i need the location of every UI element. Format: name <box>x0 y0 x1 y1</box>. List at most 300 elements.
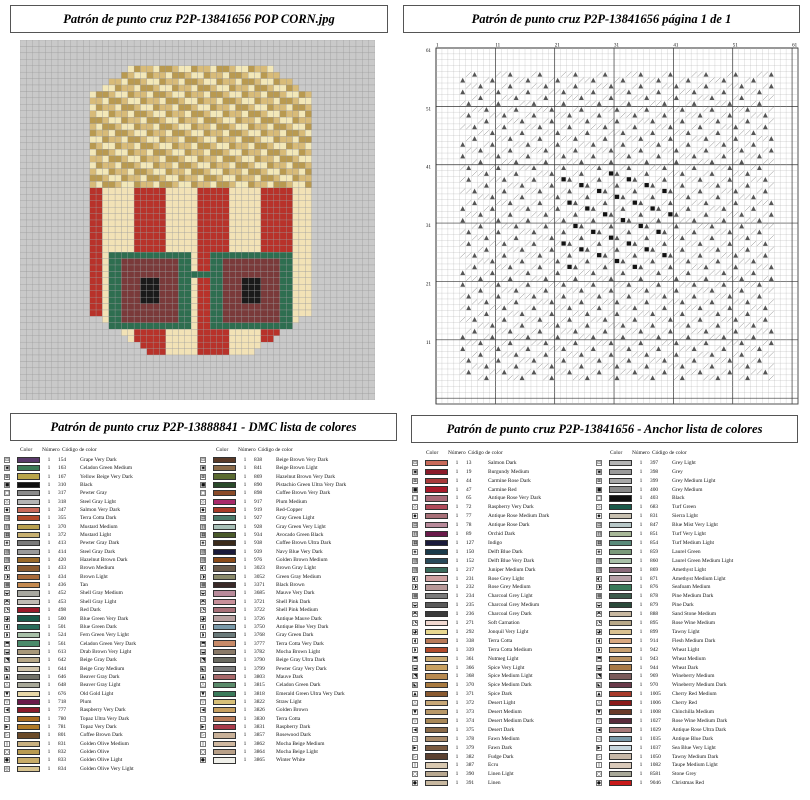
color-code: 646 <box>58 673 67 680</box>
color-swatch <box>17 473 40 479</box>
left-axis-label: 31 <box>426 224 431 230</box>
symbol-icon: ◗ <box>201 633 205 639</box>
color-name: Fawn Dark <box>488 744 513 751</box>
symbol-icon: ⬒ <box>201 641 206 647</box>
symbol-icon: □ <box>5 491 10 497</box>
skein-count: 1 <box>243 757 247 764</box>
skein-count: 1 <box>47 665 51 672</box>
color-code: 398 <box>650 468 659 475</box>
color-legend-row <box>412 504 534 512</box>
color-legend-row <box>412 628 528 636</box>
symbol-icon: ◑ <box>201 574 205 580</box>
skein-count: 1 <box>243 582 247 589</box>
skein-count: 1 <box>639 646 643 653</box>
color-code: 3822 <box>254 699 265 706</box>
color-swatch <box>213 699 236 705</box>
color-code: 371 <box>466 691 475 698</box>
skein-count: 1 <box>455 531 459 538</box>
color-swatch <box>213 649 236 655</box>
color-code: 387 <box>466 762 475 769</box>
color-code: 8581 <box>650 771 661 778</box>
color-legend-row <box>4 707 126 715</box>
color-name: Celadon Green Medium <box>80 465 133 472</box>
skein-count: 1 <box>639 548 643 555</box>
color-legend-row <box>200 732 311 740</box>
skein-count: 1 <box>47 673 51 680</box>
color-code: 3790 <box>254 657 265 664</box>
skein-count: 1 <box>455 495 459 502</box>
color-swatch <box>609 664 632 670</box>
color-name: Raspberry Dark <box>276 724 311 731</box>
color-swatch <box>17 465 40 471</box>
skein-count: 1 <box>243 657 247 664</box>
skein-count: 1 <box>47 582 51 589</box>
skein-count: 1 <box>243 648 247 655</box>
color-legend-row <box>200 523 326 531</box>
color-swatch <box>213 540 236 546</box>
color-swatch <box>425 673 448 679</box>
color-legend-row <box>4 732 123 740</box>
symbol-icon: ▥ <box>413 532 418 538</box>
color-name: Desert Dark <box>488 726 515 733</box>
color-swatch <box>609 780 632 786</box>
symbol-icon: ◗ <box>413 647 417 653</box>
color-legend-row <box>412 610 532 618</box>
color-code: 919 <box>254 506 263 513</box>
symbol-icon: ◐ <box>5 566 9 572</box>
skein-count: 1 <box>639 700 643 707</box>
color-code: 869 <box>254 473 263 480</box>
color-code: 370 <box>466 682 475 689</box>
color-code: 943 <box>650 655 659 662</box>
skein-count: 1 <box>47 623 51 630</box>
symbol-icon: ▽ <box>201 700 205 706</box>
color-swatch <box>17 524 40 530</box>
skein-count: 1 <box>243 623 247 630</box>
color-name: Blue Mist Very Light <box>672 522 718 529</box>
codigo-header: Código de color <box>652 450 687 456</box>
symbol-icon: ◖ <box>413 638 417 644</box>
color-legend-row <box>200 615 322 623</box>
symbol-icon: ◈ <box>201 541 205 547</box>
color-legend-row <box>4 565 114 573</box>
color-legend-row <box>200 540 331 548</box>
color-name: Gray Green Light <box>276 515 315 522</box>
skein-count: 1 <box>47 565 51 572</box>
skein-count: 1 <box>243 590 247 597</box>
popcorn-pixel-art-image <box>20 40 375 400</box>
skein-count: 1 <box>455 513 459 520</box>
color-swatch <box>213 732 236 738</box>
color-legend-row <box>596 726 726 734</box>
skein-count: 1 <box>243 481 247 488</box>
skein-count: 1 <box>639 513 643 520</box>
color-swatch <box>609 691 632 697</box>
symbol-icon: ▲ <box>201 674 205 680</box>
color-code: 3803 <box>254 673 265 680</box>
color-code: 642 <box>58 657 67 664</box>
color-code: 895 <box>650 620 659 627</box>
color-legend-row <box>412 521 530 529</box>
symbol-icon: ▩ <box>597 594 602 600</box>
symbol-icon: ▣ <box>5 466 10 472</box>
skein-count: 1 <box>455 593 459 600</box>
symbol-icon: ⬕ <box>201 666 206 672</box>
color-name: Nutmeg Light <box>488 655 519 662</box>
color-legend-row <box>412 673 533 681</box>
pattern-panel-title: Patrón de punto cruz P2P-13841656 página 1 de 1 <box>403 5 800 33</box>
color-code: 372 <box>58 532 67 539</box>
color-name: Hazelnut Brown Very Dark <box>276 473 336 480</box>
color-code: 876 <box>650 584 659 591</box>
symbol-icon: ⬒ <box>5 641 10 647</box>
color-name: Indigo <box>488 539 503 546</box>
color-swatch <box>425 611 448 617</box>
color-swatch <box>609 602 632 608</box>
skein-count: 1 <box>47 598 51 605</box>
skein-count: 1 <box>639 459 643 466</box>
color-code: 500 <box>58 615 67 622</box>
color-name: Avocado Green Black <box>276 532 324 539</box>
symbol-icon: ◈ <box>5 541 9 547</box>
skein-count: 1 <box>47 557 51 564</box>
color-name: Terra Cotta <box>276 715 301 722</box>
color-legend-row <box>596 646 699 654</box>
color-name: Black <box>672 495 685 502</box>
color-legend-row <box>596 762 718 770</box>
color-code: 847 <box>650 522 659 529</box>
color-code: 3862 <box>254 740 265 747</box>
color-swatch <box>17 666 40 672</box>
color-swatch <box>17 565 40 571</box>
skein-count: 1 <box>243 640 247 647</box>
color-swatch <box>17 749 40 755</box>
color-legend-row <box>4 631 129 639</box>
color-legend-row <box>4 514 116 522</box>
skein-count: 1 <box>47 548 51 555</box>
color-name: Celadon Green Very Dark <box>80 640 137 647</box>
symbol-icon: ▥ <box>201 524 206 530</box>
color-legend-row <box>4 640 136 648</box>
color-name: Shell Pink Medium <box>276 607 318 614</box>
color-legend-row <box>412 566 536 574</box>
symbol-icon: ◆ <box>201 507 205 513</box>
color-legend-row <box>412 779 501 787</box>
color-name: Juniper Medium Dark <box>488 566 536 573</box>
skein-count: 1 <box>243 506 247 513</box>
color-legend-row <box>596 584 710 592</box>
symbol-icon: ◖ <box>201 624 205 630</box>
color-name: Gray Green Dark <box>276 632 314 639</box>
color-code: 3721 <box>254 598 265 605</box>
color-name: Pewter Gray <box>80 490 108 497</box>
skein-count: 1 <box>47 707 51 714</box>
color-legend-row <box>596 459 696 467</box>
color-legend-row <box>596 735 713 743</box>
color-code: 13 <box>466 459 472 466</box>
color-name: Desert Medium Dark <box>488 717 534 724</box>
color-code: 72 <box>466 504 472 511</box>
skein-count: 1 <box>455 664 459 671</box>
color-code: 399 <box>650 477 659 484</box>
color-swatch <box>425 682 448 688</box>
symbol-icon: ▶ <box>201 725 205 731</box>
skein-count: 1 <box>47 465 51 472</box>
skein-count: 1 <box>47 481 51 488</box>
symbol-icon: ⊡ <box>597 460 601 466</box>
skein-count: 1 <box>47 540 51 547</box>
symbol-icon: ⊠ <box>201 474 205 480</box>
color-code: 644 <box>58 665 67 672</box>
symbol-icon: ⊡ <box>413 460 417 466</box>
color-name: Shell Pink Dark <box>276 598 311 605</box>
color-code: 379 <box>466 744 475 751</box>
symbol-icon: ● <box>5 758 9 764</box>
color-name: Tawny Medium Dark <box>672 753 719 760</box>
symbol-icon: ◈ <box>413 549 417 555</box>
color-swatch <box>213 757 236 763</box>
skein-count: 1 <box>455 602 459 609</box>
symbol-icon: ◇ <box>5 499 9 505</box>
color-code: 452 <box>58 590 67 597</box>
skein-count: 1 <box>243 632 247 639</box>
color-legend-row <box>596 566 706 574</box>
color-name: Antique Rose Ultra Dark <box>672 726 727 733</box>
skein-count: 1 <box>639 628 643 635</box>
color-name: Antique Rose Very Dark <box>488 495 542 502</box>
symbol-icon: ▦ <box>201 533 206 539</box>
color-swatch <box>213 674 236 680</box>
color-swatch <box>17 615 40 621</box>
skein-count: 1 <box>639 744 643 751</box>
color-code: 1027 <box>650 717 661 724</box>
color-swatch <box>213 624 236 630</box>
color-code: 433 <box>58 565 67 572</box>
color-legend-row <box>596 699 697 707</box>
color-swatch <box>213 607 236 613</box>
color-name: Red-Copper <box>276 506 303 513</box>
color-legend-row <box>4 723 117 731</box>
symbol-icon: ◊ <box>597 763 601 769</box>
color-swatch <box>425 478 448 484</box>
color-name: Laurel Green <box>672 548 701 555</box>
color-legend-row <box>596 682 727 690</box>
symbol-icon: ▼ <box>5 691 9 697</box>
color-name: Golden Olive Medium <box>80 740 129 747</box>
symbol-icon: △ <box>597 701 601 707</box>
color-legend-row <box>596 779 704 787</box>
color-swatch <box>609 558 632 564</box>
symbol-icon: ▲ <box>597 692 601 698</box>
color-legend-row <box>200 715 300 723</box>
color-code: 391 <box>466 780 475 787</box>
symbol-icon: ◎ <box>5 766 9 772</box>
color-code: 832 <box>58 749 67 756</box>
color-swatch <box>425 745 448 751</box>
color-legend-row <box>200 481 346 489</box>
color-code: 860 <box>650 557 659 564</box>
skein-count: 1 <box>455 771 459 778</box>
color-code: 524 <box>58 632 67 639</box>
color-legend-row <box>412 495 541 503</box>
color-name: Cherry Red <box>672 700 698 707</box>
color-legend-row <box>200 556 328 564</box>
skein-count: 1 <box>47 640 51 647</box>
color-swatch <box>17 757 40 763</box>
color-name: Terra Cotta Medium <box>488 646 532 653</box>
symbol-icon: ◈ <box>597 549 601 555</box>
color-swatch <box>609 611 632 617</box>
skein-count: 1 <box>243 707 247 714</box>
symbol-icon: ◒ <box>201 591 205 597</box>
symbol-icon: ▤ <box>201 516 206 522</box>
color-name: Antique Mauve Dark <box>276 615 322 622</box>
color-legend-row <box>596 673 714 681</box>
symbol-icon: ▲ <box>413 692 417 698</box>
color-code: 217 <box>466 566 475 573</box>
color-code: 831 <box>650 513 659 520</box>
symbol-icon: ◁ <box>201 716 205 722</box>
symbol-icon: ▩ <box>413 594 418 600</box>
color-code: 78 <box>466 522 472 529</box>
skein-count: 1 <box>47 607 51 614</box>
color-code: 648 <box>58 682 67 689</box>
skein-count: 1 <box>639 655 643 662</box>
color-swatch <box>213 582 236 588</box>
skein-count: 1 <box>243 473 247 480</box>
skein-count: 1 <box>47 682 51 689</box>
skein-count: 1 <box>455 735 459 742</box>
top-axis-label: 1 <box>436 43 439 49</box>
color-legend-row <box>4 665 124 673</box>
symbol-icon: ○ <box>597 772 601 778</box>
skein-count: 1 <box>243 690 247 697</box>
symbol-icon: ▥ <box>5 524 10 530</box>
color-legend-row <box>596 744 716 752</box>
color-name: Gray Green Very Light <box>276 523 326 530</box>
color-code: 436 <box>58 582 67 589</box>
color-swatch <box>213 707 236 713</box>
color-swatch <box>425 709 448 715</box>
color-legend-row <box>596 664 698 672</box>
color-code: 370 <box>58 523 67 530</box>
color-code: 1037 <box>650 744 661 751</box>
color-legend-row <box>4 598 116 606</box>
color-name: Mauve Dark <box>276 673 304 680</box>
color-swatch <box>213 632 236 638</box>
color-code: 942 <box>650 646 659 653</box>
skein-count: 1 <box>47 740 51 747</box>
symbol-icon: ■ <box>5 482 10 488</box>
symbol-icon: ◖ <box>597 638 601 644</box>
skein-count: 1 <box>455 620 459 627</box>
color-code: 927 <box>254 515 263 522</box>
color-code: 403 <box>650 495 659 502</box>
symbol-icon: ◑ <box>597 585 601 591</box>
color-name: Charcoal Grey Medium <box>488 602 540 609</box>
color-code: 851 <box>650 531 659 538</box>
skein-count: 1 <box>455 717 459 724</box>
color-swatch <box>609 495 632 501</box>
color-code: 318 <box>58 498 67 505</box>
color-legend-row <box>200 514 314 522</box>
symbol-icon: ⬕ <box>5 666 10 672</box>
color-legend-row <box>200 698 302 706</box>
symbol-icon: ● <box>201 758 205 764</box>
color-name: Pewter Gray Very Dark <box>276 665 327 672</box>
symbol-icon: ◗ <box>5 633 9 639</box>
color-legend-row <box>596 548 701 556</box>
color-legend-row <box>200 456 328 464</box>
skein-count: 1 <box>243 523 247 530</box>
color-swatch <box>609 736 632 742</box>
skein-count: 1 <box>639 477 643 484</box>
color-code: 1029 <box>650 726 661 733</box>
color-name: Orchid Dark <box>488 531 516 538</box>
color-legend-row <box>4 698 91 706</box>
color-legend-row <box>200 498 307 506</box>
color-code: 683 <box>650 504 659 511</box>
symbol-icon: ▲ <box>5 674 9 680</box>
color-code: 3818 <box>254 690 265 697</box>
color-legend-row <box>412 530 515 538</box>
symbol-icon: ◐ <box>597 576 601 582</box>
symbol-icon: ◔ <box>5 608 9 614</box>
color-legend-row <box>412 735 520 743</box>
skein-count: 1 <box>639 673 643 680</box>
color-name: Brown Light <box>80 573 108 580</box>
color-name: Christmas Red <box>672 780 704 787</box>
skein-count: 1 <box>47 473 51 480</box>
symbol-icon: ◕ <box>413 629 417 635</box>
color-code: 236 <box>466 611 475 618</box>
color-code: 871 <box>650 575 659 582</box>
color-header: Color <box>610 450 623 456</box>
color-code: 3023 <box>254 565 265 572</box>
color-swatch <box>425 691 448 697</box>
color-name: Antique Rose Medium Dark <box>488 513 550 520</box>
codigo-header: Código de color <box>468 450 503 456</box>
color-swatch <box>609 513 632 519</box>
color-legend-row <box>4 606 101 614</box>
color-swatch <box>17 582 40 588</box>
codigo-header: Código de color <box>62 447 97 453</box>
color-legend-row <box>4 473 133 481</box>
color-swatch <box>213 599 236 605</box>
color-swatch <box>17 716 40 722</box>
color-legend-row <box>412 690 512 698</box>
color-legend-row <box>4 681 120 689</box>
color-swatch <box>213 507 236 513</box>
color-swatch <box>17 766 40 772</box>
symbol-icon: ⬓ <box>5 649 10 655</box>
color-legend-row <box>4 740 129 748</box>
color-legend-row <box>4 489 107 497</box>
symbol-icon: ◔ <box>597 621 601 627</box>
symbol-icon: ◁ <box>413 736 417 742</box>
color-name: Carmine Rose Dark <box>488 477 531 484</box>
left-axis-label: 41 <box>426 165 431 171</box>
color-name: Raspberry Very Dark <box>488 504 534 511</box>
color-name: Wheat Medium <box>672 655 706 662</box>
skein-count: 1 <box>243 699 247 706</box>
skein-count: 1 <box>47 490 51 497</box>
skein-count: 1 <box>639 593 643 600</box>
color-swatch <box>17 649 40 655</box>
top-axis-label: 51 <box>732 43 738 49</box>
color-name: Charcoal Grey Dark <box>488 611 532 618</box>
skein-count: 1 <box>243 749 247 756</box>
